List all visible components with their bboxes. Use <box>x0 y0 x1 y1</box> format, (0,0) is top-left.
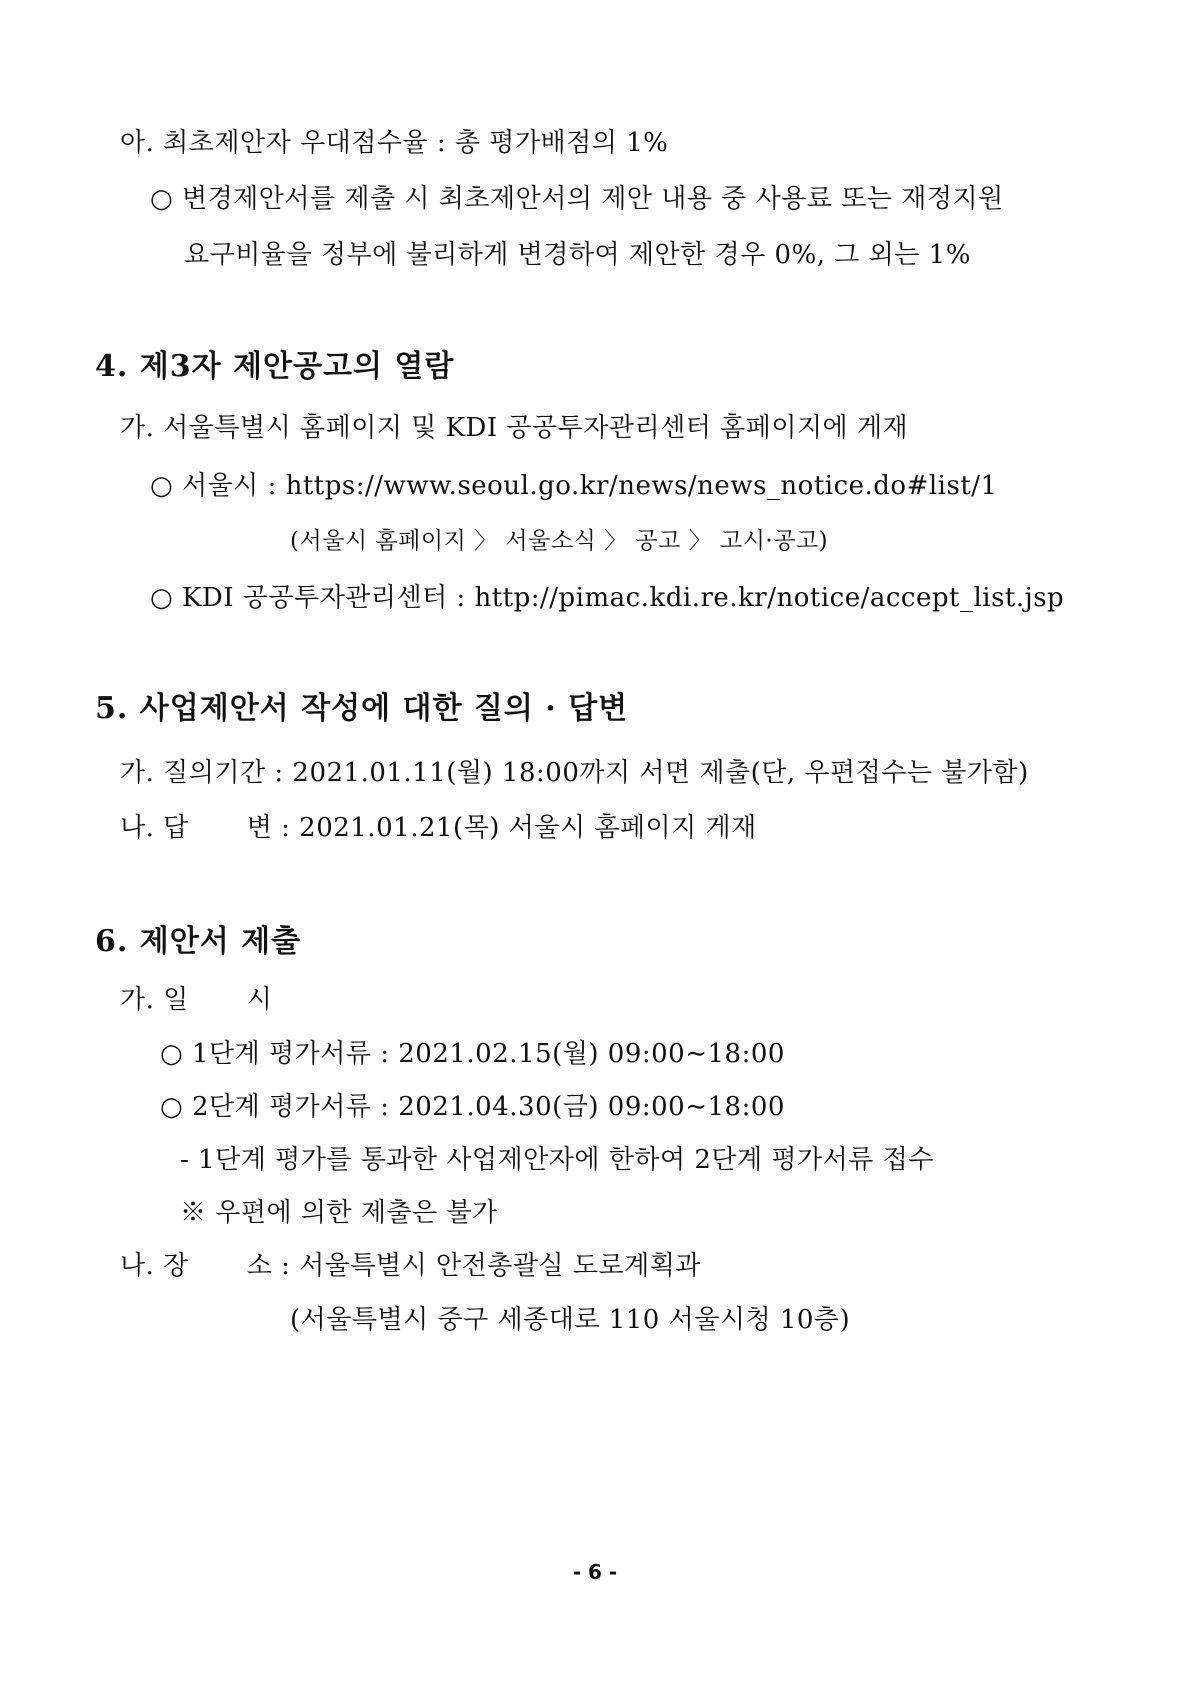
section5-na-value: : 2021.01.21(목) 서울시 홈페이지 게재 <box>281 813 757 843</box>
section5-na-label2: 변 <box>246 813 273 843</box>
page-number: - 6 - <box>572 1560 618 1584</box>
section4-seoul-url: ○ 서울시 : https://www.seoul.go.kr/news/news_notice.do#list/1 <box>150 471 998 501</box>
item-a-bullet-line2: 요구비율을 정부에 불리하게 변경하여 제안한 경우 0%, 그 외는 1% <box>184 240 971 270</box>
section6-note1: - 1단계 평가를 통과한 사업제안자에 한하여 2단계 평가서류 접수 <box>180 1145 934 1175</box>
section6-ga <box>120 983 272 1017</box>
section6-heading: 6. 제안서 제출 <box>95 924 302 959</box>
item-a-bullet-line1: ○ 변경제안서를 제출 시 최초제안서의 제안 내용 중 사용료 또는 재정지원 <box>150 184 1004 214</box>
section5-heading: 5. 사업제안서 작성에 대한 질의 · 답변 <box>95 691 629 726</box>
section6-na-label: 나. 장 <box>120 1251 189 1281</box>
section5-na-label: 나. 답 <box>120 813 189 843</box>
section6-stage1: ○ 1단계 평가서류 : 2021.02.15(월) 09:00∼18:00 <box>160 1039 785 1069</box>
section4-seoul-path: (서울시 홈페이지 〉 서울소식 〉 공고 〉 고시·공고) <box>290 528 829 554</box>
section6-ga-label: 가. 일 <box>120 985 189 1015</box>
section5-ga: 가. 질의기간 : 2021.01.11(월) 18:00까지 서면 제출(단, 우편접수는 불가함) <box>120 758 1029 788</box>
section6-stage2: ○ 2단계 평가서류 : 2021.04.30(금) 09:00∼18:00 <box>160 1092 785 1122</box>
section4-kdi-url: ○ KDI 공공투자관리센터 : http://pimac.kdi.re.kr/notice/accept_list.jsp <box>150 583 1065 613</box>
section6-na-value: : 서울특별시 안전총괄실 도로계획과 <box>281 1251 701 1281</box>
section5-na <box>120 811 757 845</box>
section4-heading: 4. 제3자 제안공고의 열람 <box>95 349 455 384</box>
item-a-title: 아. 최초제안자 우대점수율 : 총 평가배점의 1% <box>120 128 669 158</box>
section6-address: (서울특별시 중구 세종대로 110 서울시청 10층) <box>290 1305 851 1335</box>
section6-na <box>120 1249 701 1283</box>
section4-ga: 가. 서울특별시 홈페이지 및 KDI 공공투자관리센터 홈페이지에 게재 <box>120 413 909 443</box>
section6-na-label2: 소 <box>246 1251 273 1281</box>
section6-ga-label2: 시 <box>246 985 273 1015</box>
section6-note2: ※ 우편에 의한 제출은 불가 <box>180 1198 498 1228</box>
